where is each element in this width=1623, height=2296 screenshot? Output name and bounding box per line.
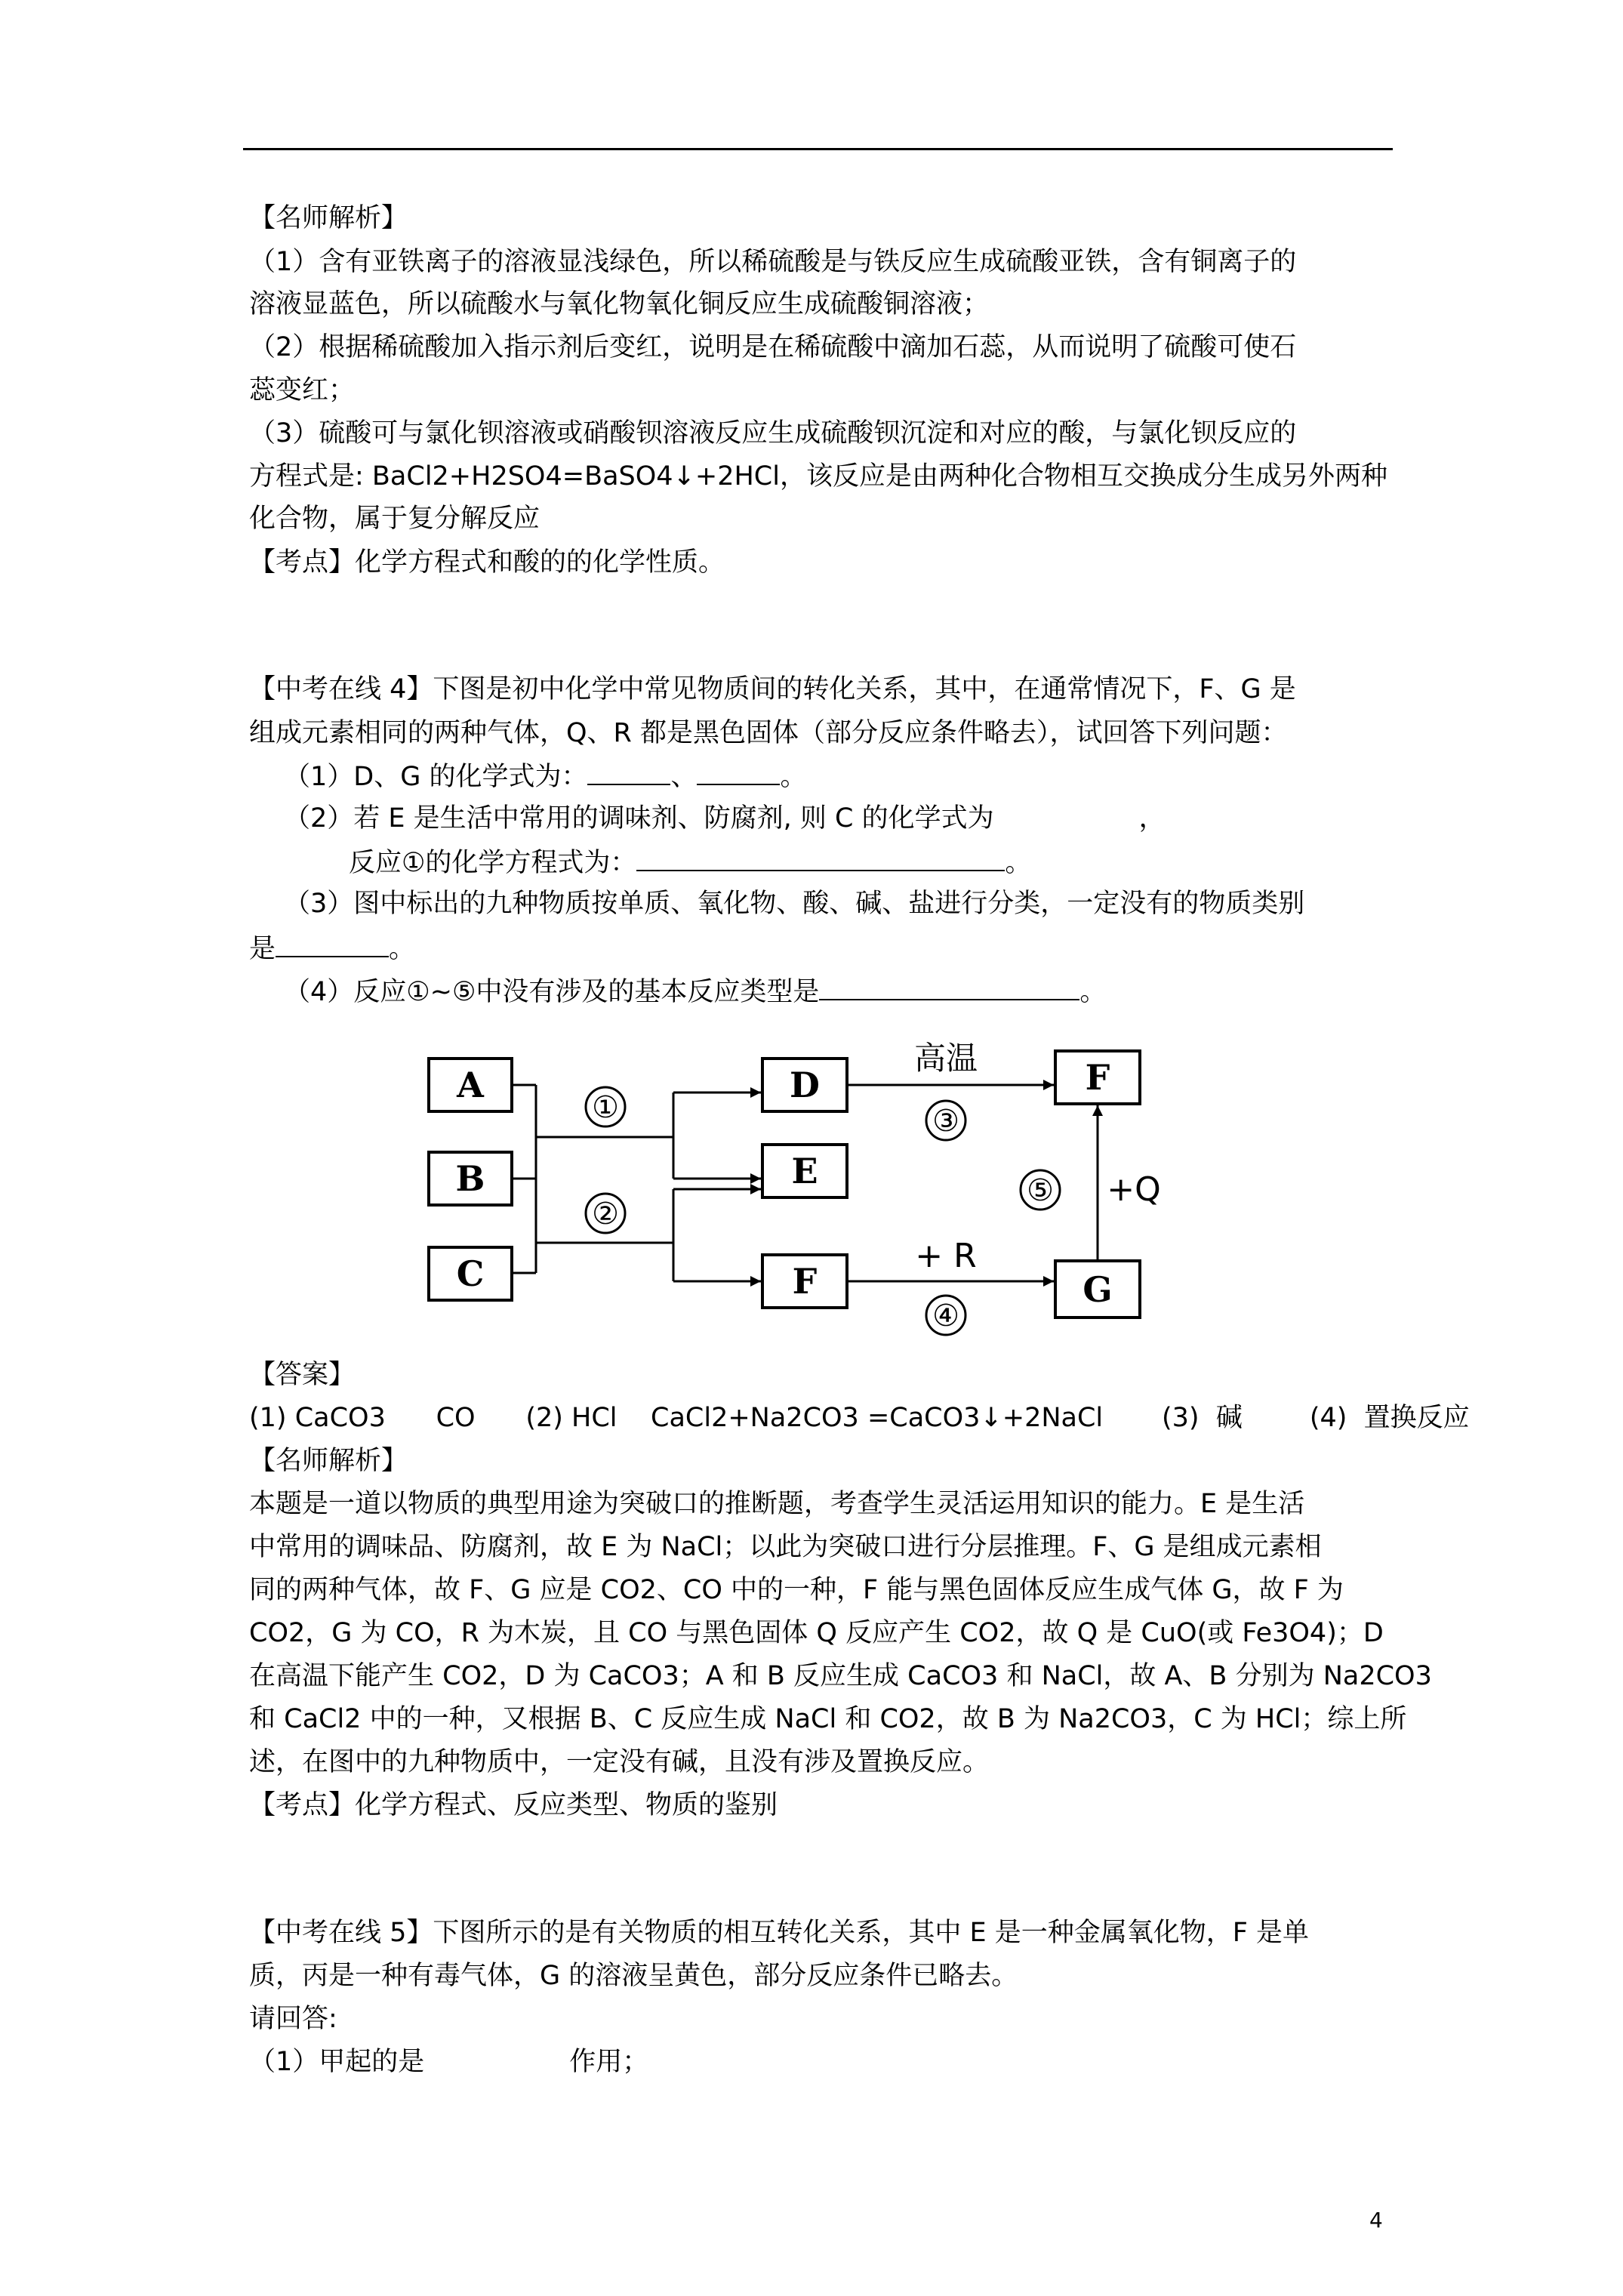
q4-sub2a-comma: ， (1138, 803, 1166, 834)
analysis-q4-2: 中常用的调味品、防腐剂，故 E 为 NaCl；以此为突破口进行分层推理。F、G 是组成元素相 (249, 1532, 1322, 1562)
q4-sub1-end: 。 (780, 762, 807, 792)
q5-ask: 请回答: (249, 2004, 337, 2034)
reaction-5-mark: ⑤ (1027, 1173, 1054, 1208)
analysis-p3a: （3）硫酸可与氯化钡溶液或硝酸钡溶液反应生成硫酸钡沉淀和对应的酸，与氯化钡反应的 (249, 418, 1297, 448)
q4-sub3a: （3）图中标出的九种物质按单质、氧化物、酸、碱、盐进行分类，一定没有的物质类别 (284, 889, 1305, 919)
answer-blank-d[interactable] (587, 758, 670, 785)
q4-sub3b-text: 是 (249, 934, 276, 964)
q4-sub2b-text: 反应①的化学方程式为： (349, 848, 637, 878)
q4-sub3b-end: 。 (389, 934, 416, 964)
q4-sub1-sep: 、 (670, 762, 698, 792)
analysis-q4-3: 同的两种气体，故 F、G 应是 CO2、CO 中的一种，F 能与黑色固体反应生成气体 G，故 F 为 (249, 1575, 1344, 1605)
label-g: G (1083, 1269, 1113, 1310)
label-d: D (790, 1065, 820, 1105)
q5-sub1-text: （1）甲起的是 (249, 2047, 425, 2077)
q5-intro-a: 【中考在线 5】下图所示的是有关物质的相互转化关系，其中 E 是一种金属氧化物，F 是单 (249, 1918, 1310, 1948)
answer-blank-equation[interactable] (636, 844, 1005, 871)
analysis-p2a: （2）根据稀硫酸加入指示剂后变红，说明是在稀硫酸中滴加石蕊，从而说明了硫酸可使石 (249, 332, 1297, 362)
analysis-p1a: （1）含有亚铁离子的溶液显浅绿色，所以稀硫酸是与铁反应生成硫酸亚铁，含有铜离子的 (249, 247, 1297, 277)
label-e: E (791, 1151, 818, 1191)
analysis-q4-1: 本题是一道以物质的典型用途为突破口的推断题，考查学生灵活运用知识的能力。E 是生活 (249, 1489, 1305, 1519)
analysis-q4-4: CO2，G 为 CO，R 为木炭，且 CO 与黑色固体 Q 反应产生 CO2，故 Q 是 CuO(或 Fe3O4)；D (249, 1618, 1384, 1648)
label-a: A (457, 1065, 484, 1105)
reaction-1-mark: ① (592, 1090, 619, 1125)
header-rule (243, 148, 1393, 150)
kaodian-1: 【考点】化学方程式和酸的的化学性质。 (249, 547, 725, 578)
analysis-p1b: 溶液显蓝色，所以硫酸水与氧化物氧化铜反应生成硫酸铜溶液； (249, 289, 990, 319)
analysis-header-2: 【名师解析】 (249, 1446, 408, 1476)
q5-sub1-end: 作用； (569, 2047, 649, 2077)
label-b: B (455, 1158, 485, 1199)
analysis-q4-7: 述，在图中的九种物质中，一定没有碱，且没有涉及置换反应。 (249, 1747, 990, 1777)
q4-intro-a: 【中考在线 4】下图是初中化学中常见物质间的转化关系，其中，在通常情况下，F、G 是 (249, 674, 1296, 704)
reaction-3-mark: ③ (932, 1104, 959, 1139)
reaction-diagram (408, 1027, 1163, 1367)
answer-blank-reaction-type[interactable] (819, 973, 1079, 1000)
q4-sub1-text: （1）D、G 的化学式为： (284, 762, 588, 792)
q5-sub1 (249, 2045, 648, 2079)
label-c: C (456, 1253, 485, 1294)
high-temp-label: 高温 (913, 1040, 978, 1077)
answer-text: (1) CaCO3 CO (2) HCl CaCl2+Na2CO3 =CaCO3↓+2NaCl (3) 碱 (4) 置换反应 (249, 1403, 1470, 1433)
kaodian-2: 【考点】化学方程式、反应类型、物质的鉴别 (249, 1790, 778, 1820)
analysis-p3b: 方程式是: BaCl2+H2SO4=BaSO4↓+2HCl，该反应是由两种化合物相互交换成分生成另外两种 (249, 461, 1387, 492)
plus-q-label: +Q (1107, 1170, 1161, 1209)
analysis-header: 【名师解析】 (249, 203, 408, 233)
q4-sub4-text: （4）反应①~⑤中没有涉及的基本反应类型是 (284, 977, 820, 1007)
answer-blank-g[interactable] (697, 758, 780, 785)
q4-sub3b (249, 930, 415, 966)
q4-sub2a-text: （2）若 E 是生活中常用的调味剂、防腐剂, 则 C 的化学式为 (284, 803, 994, 834)
q4-sub4 (284, 973, 1106, 1009)
reaction-4-mark: ④ (932, 1299, 959, 1333)
analysis-q4-6: 和 CaCl2 中的一种，又根据 B、C 反应生成 NaCl 和 CO2，故 B 为 Na2CO3，C 为 HCl；综上所 (249, 1704, 1407, 1734)
q4-sub2b (349, 844, 1031, 880)
q5-intro-b: 质，丙是一种有毒气体，G 的溶液呈黄色，部分反应条件已略去。 (249, 1961, 1018, 1991)
plus-r-label: + R (915, 1237, 977, 1275)
page-number: 4 (1369, 2208, 1383, 2233)
q4-sub2b-end: 。 (1005, 848, 1032, 878)
q4-sub1 (284, 758, 807, 794)
analysis-p2b: 蕊变红； (249, 375, 356, 405)
analysis-q4-5: 在高温下能产生 CO2，D 为 CaCO3；A 和 B 反应生成 CaCO3 和 NaCl，故 A、B 分别为 Na2CO3 (249, 1661, 1432, 1691)
label-f-bottom: F (792, 1261, 818, 1302)
answer-blank-category[interactable] (276, 930, 389, 957)
q4-sub2a (284, 801, 1166, 836)
q4-intro-b: 组成元素相同的两种气体，Q、R 都是黑色固体（部分反应条件略去），试回答下列问题： (249, 718, 1288, 748)
reaction-2-mark: ② (592, 1197, 619, 1231)
analysis-p3c: 化合物，属于复分解反应 (249, 504, 540, 534)
answer-header: 【答案】 (249, 1360, 356, 1390)
label-f-top: F (1085, 1057, 1110, 1098)
q4-sub4-end: 。 (1079, 977, 1107, 1007)
